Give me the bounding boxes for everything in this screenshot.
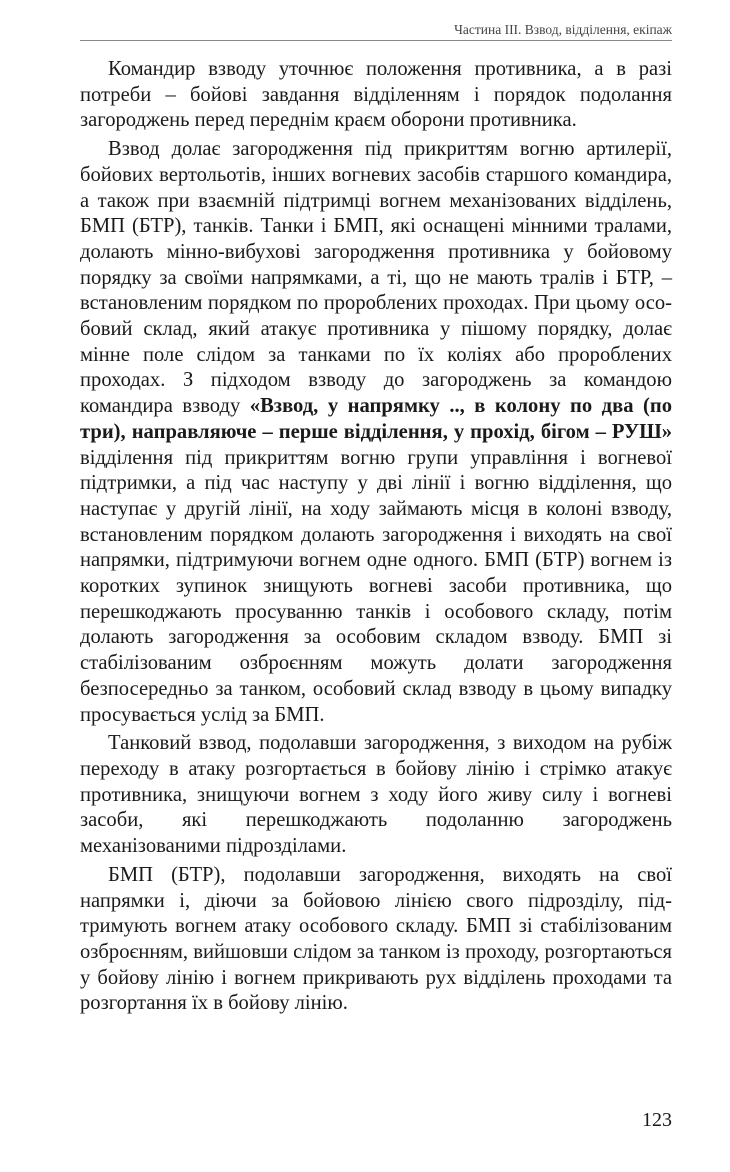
- page-number: 123: [642, 1109, 672, 1131]
- running-title: Частина ІІІ. Взвод, відділення, екіпаж: [454, 22, 672, 37]
- paragraph-4: БМП (БТР), подолавши загородження, виходять на свої напрямки і, діючи за бойовою лінією свого підрозділу, підтримують вогнем атаку особового складу. БМП зі стабілізованим озброєнням, вийшовши слідом за танком із проходу, розгортаються у бойову лінію і вогнем прикривають рух відділень проходами та розгортання їх в бойову лінію.: [80, 863, 672, 1015]
- command-text: «Взвод, у напрямку .., в колону по два (по три), направляюче – перше відділення, у прохід, бігом – РУШ»: [80, 395, 673, 443]
- paragraph-1: Командир взводу уточнює положення противника, а в разі потреби – бойові завдання відділенням і порядок подолання загороджень перед переднім краєм оборони противника.: [80, 58, 672, 132]
- paragraph-2-text-before: Взвод долає загородження під прикриттям вогню артилерії, бойових вертольотів, інших вогневих засобів старшого командира, а також при взаємній підтримці вогнем механізованих відділень, БМП (БТР), танків. Танки і БМП, які оснащені мінними тралами, долають мінно-вибухові загородження противника у бойовому порядку за своїми напрямками, а ті, що не мають тралів і БТР, – встановленим порядком по пророблених проходах. При цьому особовий склад, який атакує противника у пішому порядку, долає мінне поле слідом за танками по їх коліях або пророблених проходах. З підходом взводу до загороджень за командою командира взводу: [80, 138, 672, 418]
- paragraph-3: Танковий взвод, подолавши загородження, з виходом на рубіж переходу в атаку розгортається в бойову лінію і стрімко атакує противника, знищуючи вогнем з ходу його живу силу і вогневі засоби, які перешкоджають подоланню загороджень механізованими підрозділами.: [80, 732, 672, 858]
- paragraph-2: [80, 137, 672, 728]
- body-text: [80, 57, 672, 1017]
- running-header: [80, 20, 672, 41]
- paragraph-2-text-after: відділення під прикриттям вогню групи управління і вогневої підтримки, а під час наступу у дві лінії і вогню відділення, що наступає у другій лінії, на ходу займають місця в колоні взводу, встановленим порядком долають загородження і виходять на свої напрямки, підтримуючи вогнем одне одного. БМП (БТР) вогнем із коротких зупинок знищують вогневі засоби противника, що перешкоджають просуванню танків і особового складу, потім долають загородження за особовим складом взводу. БМП зі стабілізованим озброєнням можуть долати загородження безпосередньо за танком, особовий склад взводу в цьому випадку просувається услід за БМП.: [80, 446, 672, 726]
